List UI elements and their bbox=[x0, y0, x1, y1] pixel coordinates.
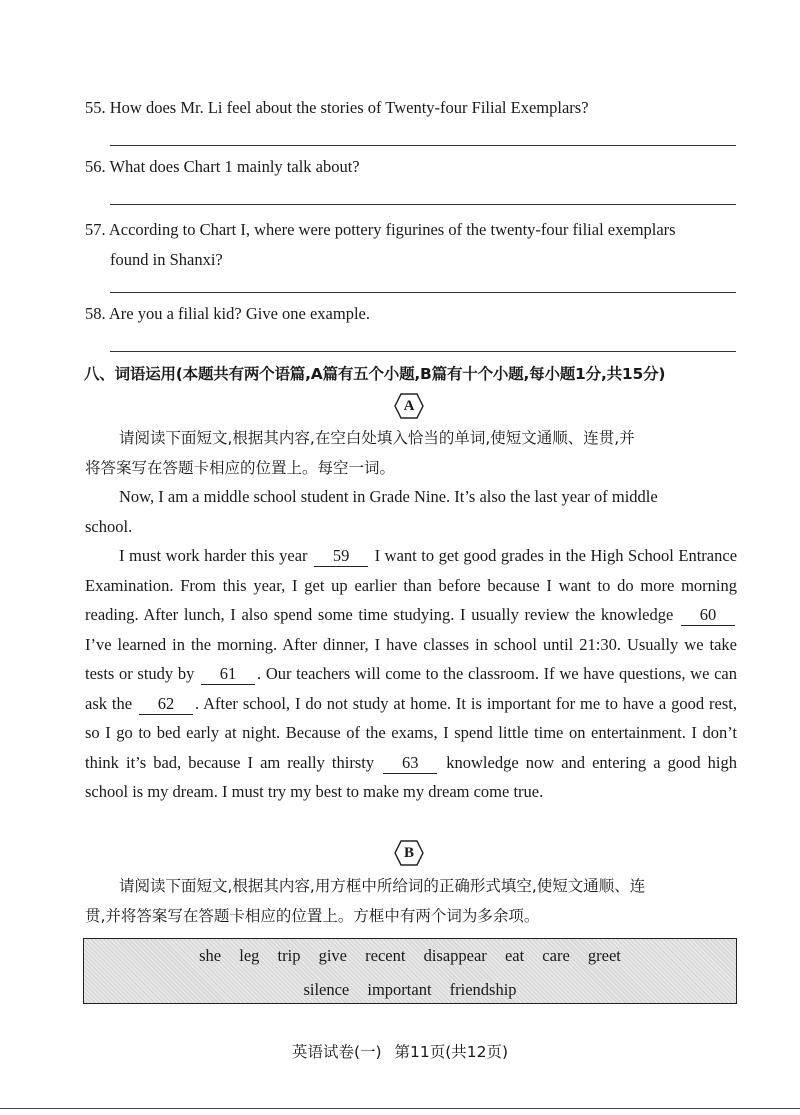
question-57-line2: found in Shanxi? bbox=[110, 250, 223, 269]
part-b-instructions bbox=[85, 871, 740, 931]
word-bank-row-2 bbox=[84, 980, 736, 1000]
part-b-mark bbox=[394, 840, 424, 866]
answer-line-58 bbox=[110, 351, 736, 352]
answer-line-56 bbox=[110, 204, 736, 205]
p1-line1: Now, I am a middle school student in Grade Nine. It’s also the last year of middle bbox=[119, 487, 658, 506]
word-bank-item: important bbox=[367, 980, 432, 999]
part-a-paragraph-2 bbox=[85, 541, 737, 807]
question-55: 55. How does Mr. Li feel about the stories of Twenty-four Filial Exemplars? bbox=[85, 98, 589, 117]
p2-text-5: . After school, I do not study at home. It is important for me to have a good rest, so I go to bed early at night. Because of the exams, I spend little time on entertainment. I don’t think it’s bad, because I am really thirsty bbox=[85, 693, 737, 772]
blank-62[interactable]: 62 bbox=[139, 694, 193, 715]
word-bank-item: recent bbox=[365, 946, 406, 965]
page-footer bbox=[0, 1040, 800, 1062]
word-bank-item: trip bbox=[277, 946, 301, 965]
blank-60[interactable]: 60 bbox=[681, 605, 735, 626]
question-56: 56. What does Chart 1 mainly talk about? bbox=[85, 157, 360, 176]
word-bank-item: give bbox=[318, 946, 348, 965]
p1-line2: school. bbox=[85, 516, 133, 536]
part-b-letter: B bbox=[403, 845, 414, 861]
footer-paper-title: 英语试卷(一) bbox=[291, 1043, 382, 1061]
bottom-divider bbox=[0, 1108, 800, 1109]
word-bank-item: friendship bbox=[449, 980, 517, 999]
footer-page-number: 第11页(共12页) bbox=[394, 1043, 509, 1061]
question-57 bbox=[85, 215, 737, 275]
p2-text-3: I’ve learned in the morning. After dinner, I have classes in school until 21:30. Usually we take tests or study by bbox=[85, 634, 737, 683]
word-bank-item: care bbox=[542, 946, 570, 965]
blank-61[interactable]: 61 bbox=[201, 664, 255, 685]
part-a-instruction-line1: 请阅读下面短文,根据其内容,在空白处填入恰当的单词,使短文通顺、连贯,并 bbox=[119, 429, 635, 447]
p2-text-4: . Our teachers will come to the classroom. If we have questions, we can ask the bbox=[85, 664, 737, 713]
word-bank-item: she bbox=[199, 946, 222, 965]
part-a-paragraph-1 bbox=[85, 482, 737, 541]
answer-line-57 bbox=[110, 292, 736, 293]
part-a-letter: A bbox=[403, 398, 415, 414]
word-bank-item: greet bbox=[587, 946, 621, 965]
section-title: 八、词语运用(本题共有两个语篇,A篇有五个小题,B篇有十个小题,每小题1分,共15分) bbox=[84, 365, 666, 383]
word-bank-item: silence bbox=[303, 980, 350, 999]
word-bank-box bbox=[83, 938, 737, 1004]
part-b-instruction-line2: 贯,并将答案写在答题卡相应的位置上。方框中有两个词为多余项。 bbox=[85, 907, 540, 925]
word-bank-item: leg bbox=[239, 946, 260, 965]
p2-text-1: I must work harder this year bbox=[119, 546, 308, 565]
word-bank-item: disappear bbox=[423, 946, 487, 965]
word-bank-item: eat bbox=[504, 946, 525, 965]
p2-text-2: I want to get good grades in the High School Entrance Examination. From this year, I get up earlier than before because I want to do more morning reading. After lunch, I also spend some time studying. I usually review the knowledge bbox=[85, 546, 738, 624]
answer-line-55 bbox=[110, 145, 736, 146]
question-57-line1: 57. According to Chart I, where were pottery figurines of the twenty-four filial exemplars bbox=[85, 220, 676, 239]
part-a-instruction-line2: 将答案写在答题卡相应的位置上。每空一词。 bbox=[85, 459, 396, 477]
p2-text-6: knowledge now and entering a good high school is my dream. I must try my best to make my dream come true. bbox=[85, 752, 738, 801]
question-58: 58. Are you a filial kid? Give one example. bbox=[85, 304, 370, 323]
part-a-mark bbox=[394, 393, 424, 419]
part-b-instruction-line1: 请阅读下面短文,根据其内容,用方框中所给词的正确形式填空,使短文通顺、连 bbox=[119, 877, 646, 895]
blank-63[interactable]: 63 bbox=[383, 753, 437, 774]
word-bank-row-1 bbox=[84, 946, 736, 966]
blank-59[interactable]: 59 bbox=[314, 546, 368, 567]
part-a-instructions bbox=[85, 423, 740, 483]
